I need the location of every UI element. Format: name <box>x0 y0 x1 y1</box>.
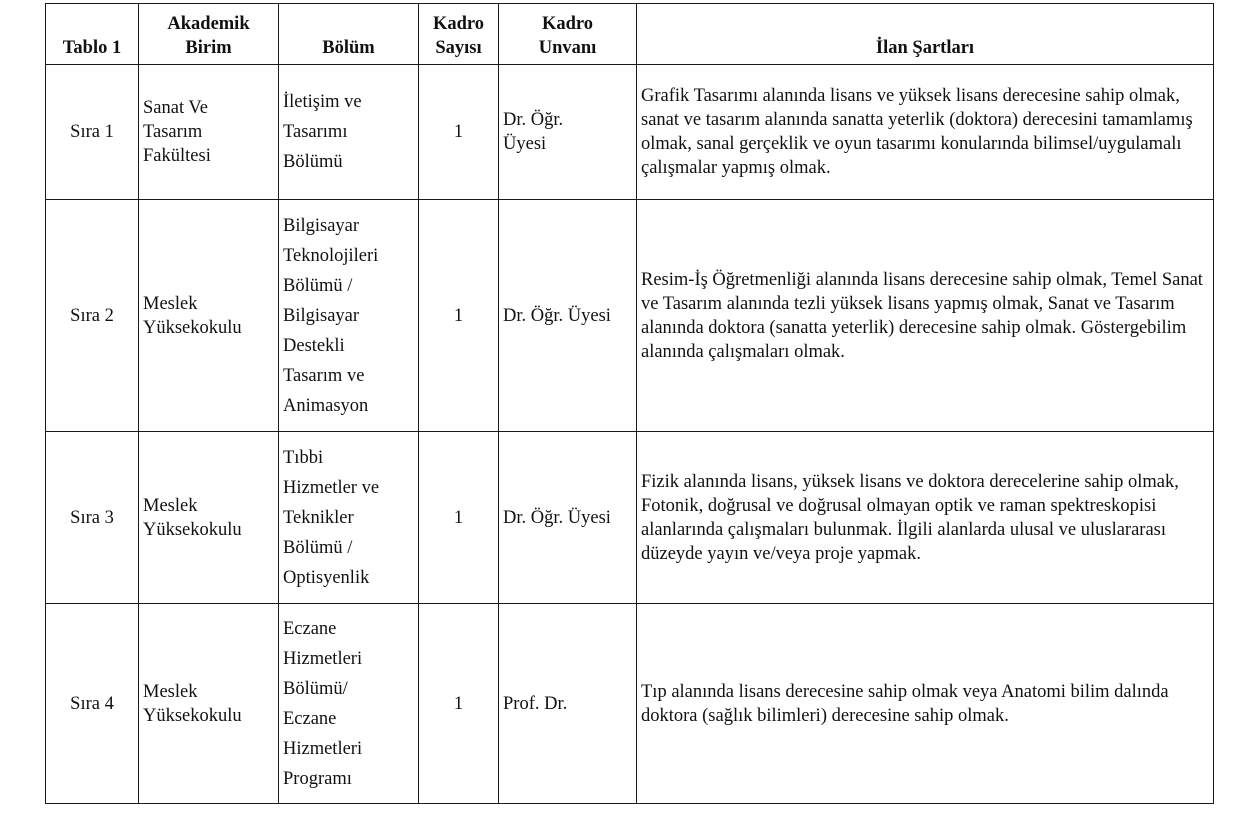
row-kadro-unvani: Dr. Öğr. Üyesi <box>499 65 637 200</box>
row-sira: Sıra 1 <box>46 65 139 200</box>
header-kadro-unvani: Kadro Unvanı <box>499 4 637 65</box>
row-ilan-sartlari: Resim-İş Öğretmenliği alanında lisans derecesine sahip olmak, Temel Sanat ve Tasarım alanında tezli yüksek lisans yapmış olmak, Sanat ve Tasarım alanında doktora (sanatta yeterlik) derecesine sahip olmak. Göstergebilim alanında çalışmaları olmak. <box>637 200 1214 432</box>
row-bolum: Tıbbi Hizmetler ve Teknikler Bölümü / Optisyenlik <box>279 432 419 604</box>
row-akademik-birim: Meslek Yüksekokulu <box>139 200 279 432</box>
row-kadro-unvani: Dr. Öğr. Üyesi <box>499 200 637 432</box>
table-row <box>46 432 1214 604</box>
header-kadro-sayisi: Kadro Sayısı <box>419 4 499 65</box>
row-sira: Sıra 4 <box>46 604 139 804</box>
header-tablo: Tablo 1 <box>46 4 139 65</box>
kadro-ilan-table <box>45 3 1214 804</box>
row-bolum: İletişim ve Tasarımı Bölümü <box>279 65 419 200</box>
row-akademik-birim: Meslek Yüksekokulu <box>139 604 279 804</box>
header-row <box>46 4 1214 65</box>
row-kadro-unvani: Dr. Öğr. Üyesi <box>499 432 637 604</box>
header-ilan-sartlari: İlan Şartları <box>637 4 1214 65</box>
row-bolum: Eczane Hizmetleri Bölümü/ Eczane Hizmetleri Programı <box>279 604 419 804</box>
row-sira: Sıra 3 <box>46 432 139 604</box>
row-ilan-sartlari: Tıp alanında lisans derecesine sahip olmak veya Anatomi bilim dalında doktora (sağlık bilimleri) derecesine sahip olmak. <box>637 604 1214 804</box>
table-row <box>46 604 1214 804</box>
row-sira: Sıra 2 <box>46 200 139 432</box>
row-ilan-sartlari: Grafik Tasarımı alanında lisans ve yüksek lisans derecesine sahip olmak, sanat ve tasarım alanında sanatta yeterlik (doktora) derecesini tamamlamış olmak, sanal gerçeklik ve oyun tasarımı konularında bilimsel/uygulamalı çalışmalar yapmış olmak. <box>637 65 1214 200</box>
row-akademik-birim: Meslek Yüksekokulu <box>139 432 279 604</box>
row-bolum: Bilgisayar Teknolojileri Bölümü / Bilgisayar Destekli Tasarım ve Animasyon <box>279 200 419 432</box>
table-row <box>46 65 1214 200</box>
row-kadro-sayisi: 1 <box>419 200 499 432</box>
header-akademik-birim: Akademik Birim <box>139 4 279 65</box>
header-bolum: Bölüm <box>279 4 419 65</box>
table-row <box>46 200 1214 432</box>
row-kadro-sayisi: 1 <box>419 604 499 804</box>
row-kadro-unvani: Prof. Dr. <box>499 604 637 804</box>
row-ilan-sartlari: Fizik alanında lisans, yüksek lisans ve doktora derecelerine sahip olmak, Fotonik, doğrusal ve doğrusal olmayan optik ve raman spektreskopisi alanlarında çalışmaları bulunmak. İlgili alanlarda ulusal ve uluslararası düzeyde yayın ve/veya proje yapmak. <box>637 432 1214 604</box>
row-akademik-birim: Sanat Ve Tasarım Fakültesi <box>139 65 279 200</box>
row-kadro-sayisi: 1 <box>419 432 499 604</box>
row-kadro-sayisi: 1 <box>419 65 499 200</box>
